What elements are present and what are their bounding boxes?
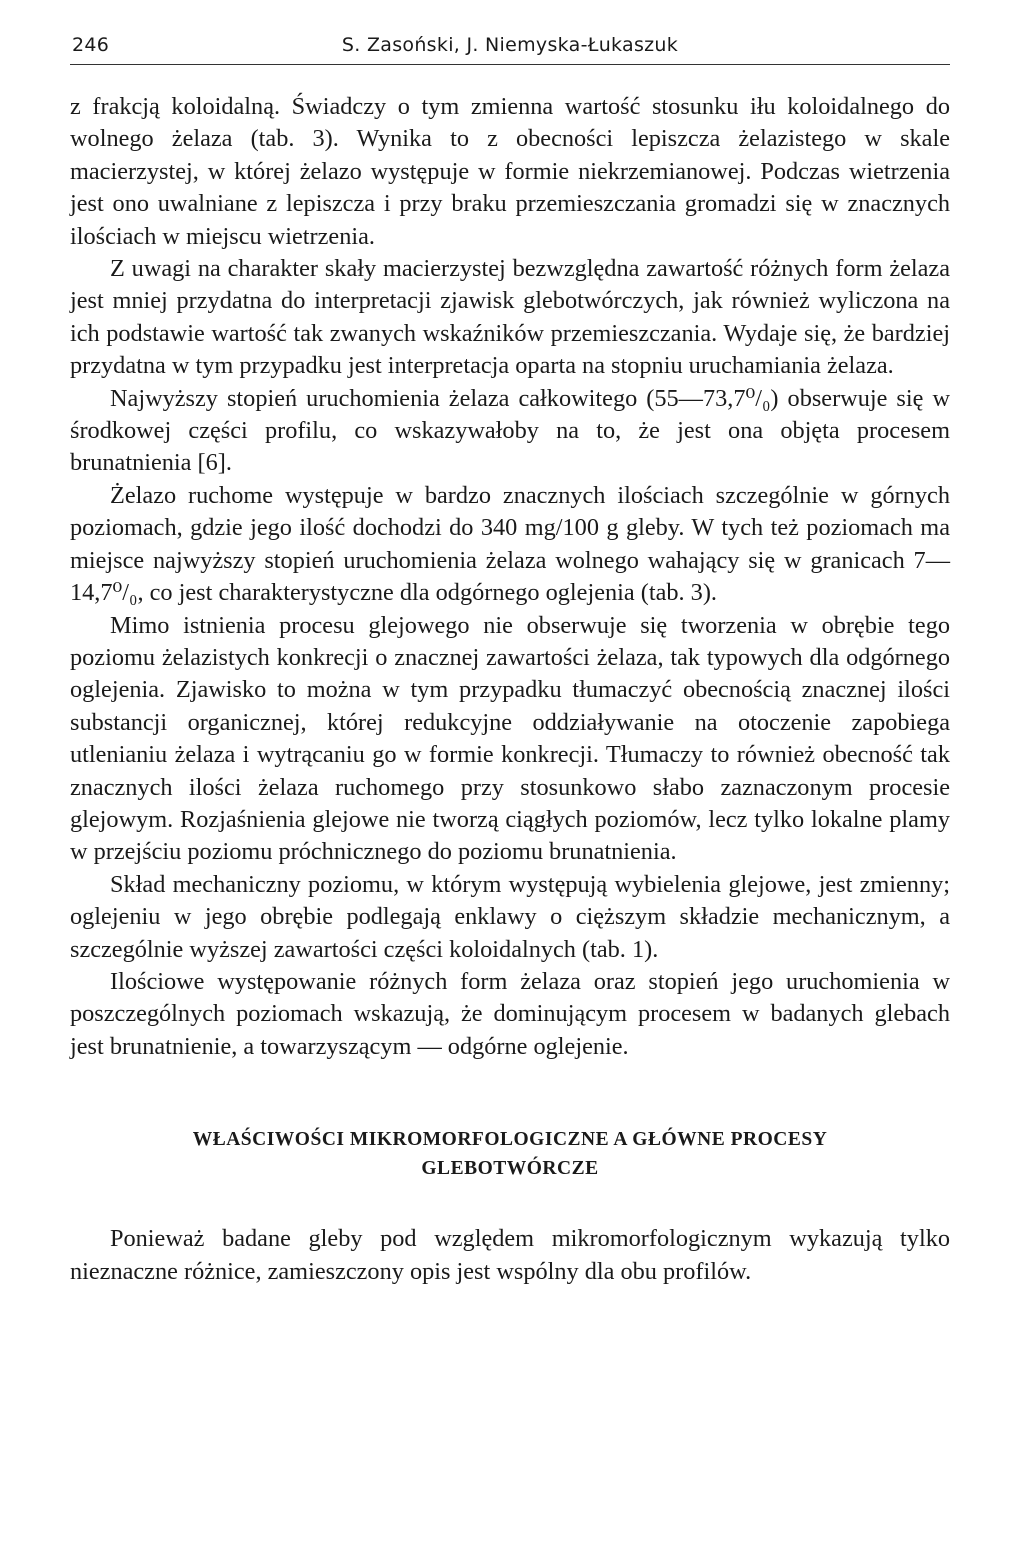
section-paragraph: Ponieważ badane gleby pod względem mikromorfologicznym wykazują tylko nieznaczne różnice, zamieszczony opis jest wspólny dla obu profilów. [70,1225,950,1285]
paragraph-continuation: z frakcją koloidalną. Świadczy o tym zmienna wartość stosunku iłu koloidalnego do wolnego żelaza (tab. 3). Wynika to z obecności lepiszcza żelazistego w skale macierzystej, w której żelazo występuje w formie niekrzemianowej. Podczas wietrzenia jest ono uwalniane z lepiszcza i przy braku przemieszczania gromadzi się w znacznych ilościach w miejscu wietrzenia. [70,93,950,250]
page [70,30,950,1288]
header-rule [70,64,950,65]
running-header-authors: S. Zasoński, J. Niemyska-Łukaszuk [341,34,679,56]
paragraph: Skład mechaniczny poziomu, w którym występują wybielenia glejowe, jest zmienny; oglejeniu w jego obrębie podlegają enklawy o cięższym składzie mechanicznym, a szczególnie wyższej zawartości części koloidalnych (tab. 1). [70,870,950,963]
paragraph: Ilościowe występowanie różnych form żelaza oraz stopień jego uruchomienia w poszczególnych poziomach wskazują, że dominującym procesem w badanych glebach jest brunatnienie, a towarzyszącym — odgórne oglejenie. [70,967,950,1060]
section-heading-line: GLEBOTWÓRCZE [421,1158,599,1180]
running-header [70,30,950,64]
section-heading [70,1125,950,1183]
paragraph: Z uwagi na charakter skały macierzystej bezwzględna zawartość różnych form żelaza jest mniej przydatna do interpretacji zjawisk glebotwórczych, jak również wyliczona na ich podstawie wartość tak zwanych wskaźników przemieszczania. Wydaje się, że bardziej przydatna w tym przypadku jest interpretacja oparta na stopniu uruchamiania żelaza. [70,255,950,380]
body-text [70,91,950,1063]
page-number: 246 [72,34,110,56]
paragraph: Najwyższy stopień uruchomienia żelaza całkowitego (55—73,7⁰/₀) obserwuje się w środkowej części profilu, co wskazywałoby na to, że jest ona objęta procesem brunatnienia [6]. [70,384,950,477]
paragraph: Mimo istnienia procesu glejowego nie obserwuje się tworzenia w obrębie tego poziomu żelazistych konkrecji o znacznej zawartości żelaza, tak typowych dla odgórnego oglejenia. Zjawisko to można w tym przypadku tłumaczyć obecnością znacznej ilości substancji organicznej, której redukcyjne oddziaływanie na otoczenie zapobiega utlenianiu żelaza i wytrącaniu go w formie konkrecji. Tłumaczy to również obecność tak znacznych ilości żelaza ruchomego przy stosunkowo słabo zaznaczonym procesie glejowym. Rozjaśnienia glejowe nie tworzą ciągłych poziomów, lecz tylko lokalne plamy w przejściu poziomu próchnicznego do poziomu brunatnienia. [70,611,950,866]
section-heading-line: WŁAŚCIWOŚCI MIKROMORFOLOGICZNE A GŁÓWNE PROCESY [192,1129,828,1151]
paragraph: Żelazo ruchome występuje w bardzo znacznych ilościach szczególnie w górnych poziomach, gdzie jego ilość dochodzi do 340 mg/100 g gleby. W tych też poziomach ma miejsce najwyższy stopień uruchomienia żelaza wolnego wahający się w granicach 7—14,7⁰/₀, co jest charakterystyczne dla odgórnego oglejenia (tab. 3). [70,481,950,607]
